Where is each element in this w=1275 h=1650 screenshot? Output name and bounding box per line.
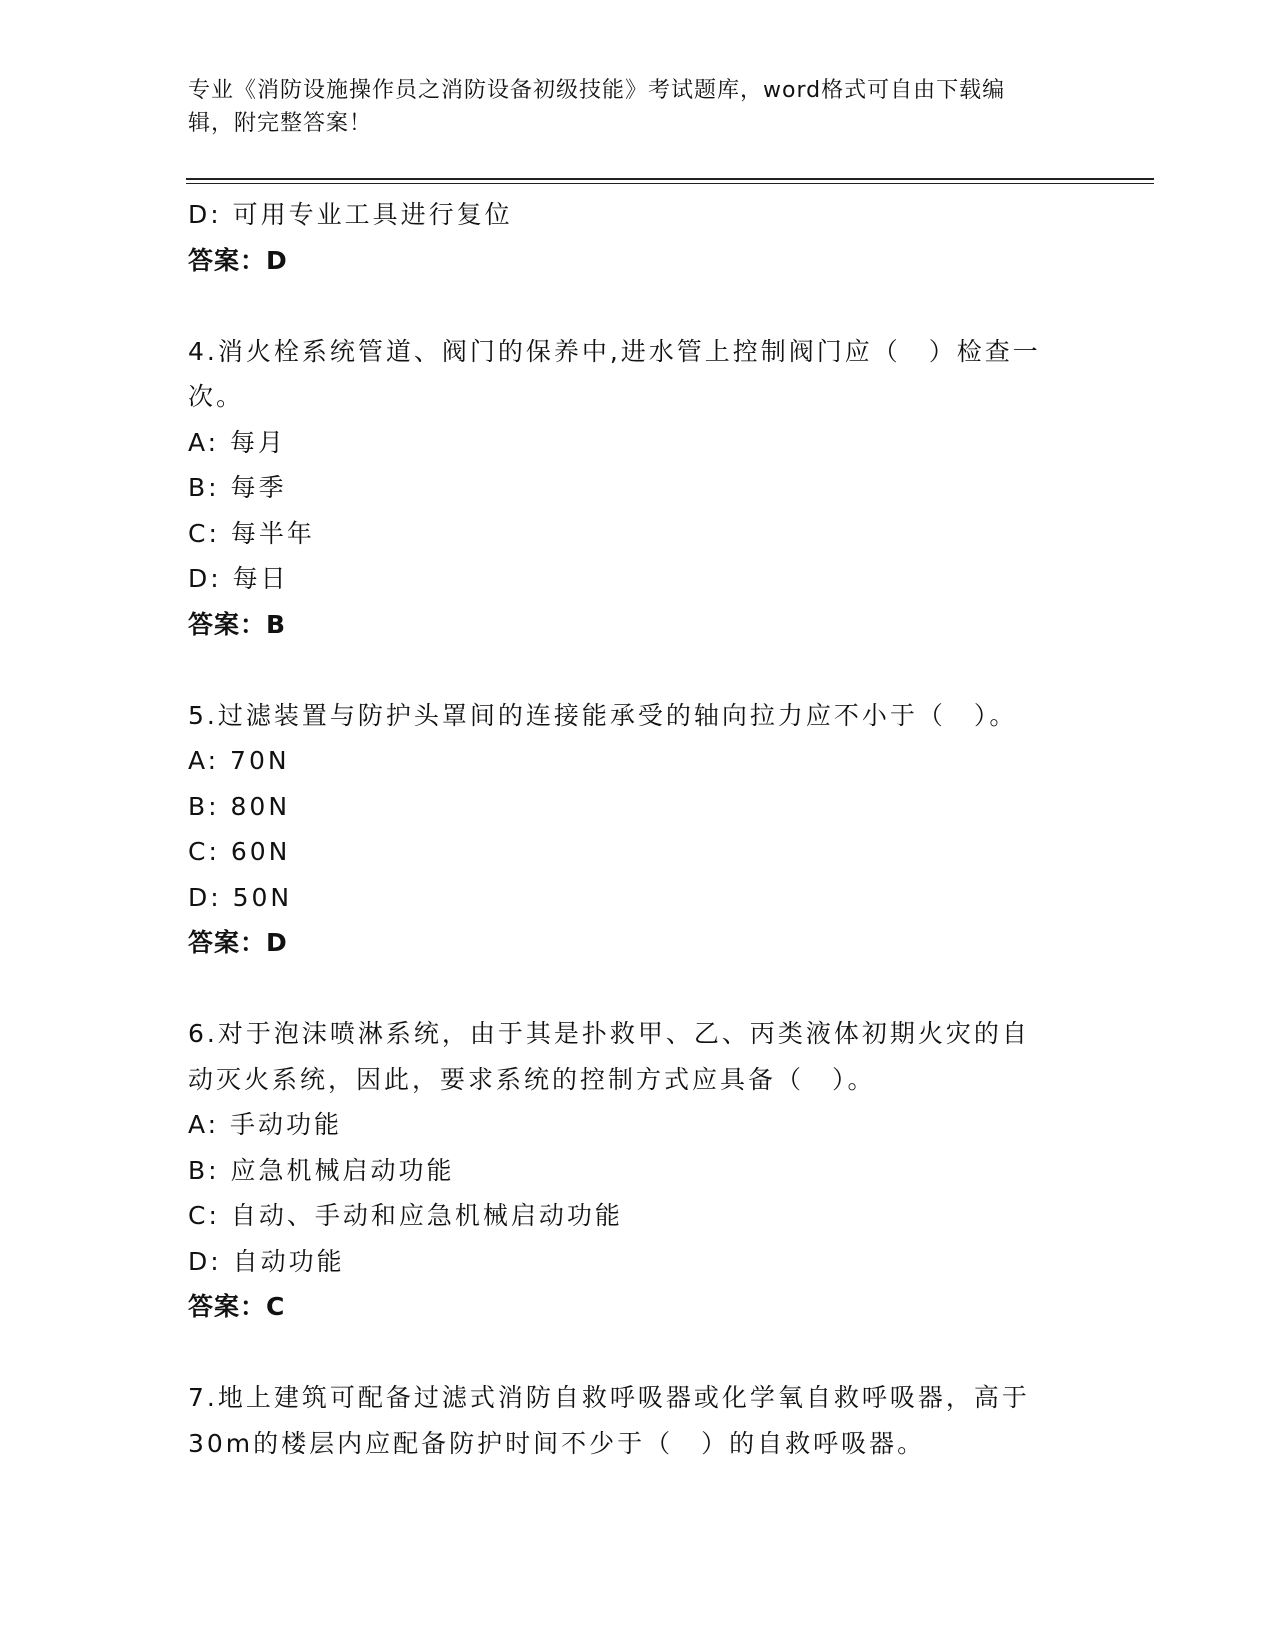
option-b: B: 每季	[188, 473, 287, 502]
option-d: D: 每日	[188, 564, 289, 593]
question-5	[188, 693, 1088, 966]
option-d: D: 可用专业工具进行复位	[188, 200, 513, 229]
answer-line: 答案：B	[188, 609, 287, 639]
answer-line: 答案：C	[188, 1292, 286, 1321]
spacer	[188, 647, 1088, 693]
option-d: D: 自动功能	[188, 1246, 345, 1276]
spacer	[188, 1330, 1088, 1376]
spacer	[188, 966, 1088, 1012]
answer-line: 答案：D	[188, 928, 288, 957]
option-c: C: 60N	[188, 837, 291, 866]
spacer	[188, 283, 1088, 329]
header-line-2: 辑，附完整答案！	[188, 111, 373, 136]
option-a: A: 70N	[188, 746, 290, 775]
option-b: B: 应急机械启动功能	[188, 1155, 455, 1185]
option-a: A: 每月	[188, 427, 287, 457]
option-c: C: 自动、手动和应急机械启动功能	[188, 1201, 623, 1230]
question-stem: 6.对于泡沫喷淋系统，由于其是扑救甲、乙、丙类液体初期火灾的自	[188, 1019, 1030, 1048]
document-header	[188, 74, 1068, 140]
question-stem-continued: 动灭火系统，因此，要求系统的控制方式应具备（ ）。	[188, 1064, 876, 1094]
option-a: A: 手动功能	[188, 1110, 343, 1139]
answer-line: 答案：D	[188, 245, 288, 275]
option-b: B: 80N	[188, 791, 291, 821]
header-divider-thick	[186, 178, 1154, 180]
header-divider-thin	[186, 183, 1154, 184]
question-stem: 7.地上建筑可配备过滤式消防自救呼吸器或化学氧自救呼吸器，高于	[188, 1383, 1030, 1412]
question-4	[188, 329, 1088, 648]
question-stem: 4.消火栓系统管道、阀门的保养中,进水管上控制阀门应（ ）检查一	[188, 336, 1041, 366]
option-c: C: 每半年	[188, 518, 315, 548]
question-stem-continued: 30m的楼层内应配备防护时间不少于（ ）的自救呼吸器。	[188, 1428, 926, 1458]
header-line-1: 专业《消防设施操作员之消防设备初级技能》考试题库，word格式可自由下载编	[188, 78, 1006, 103]
option-d: D: 50N	[188, 882, 293, 912]
question-stem-continued: 次。	[188, 382, 245, 411]
question-7	[188, 1375, 1088, 1466]
question-6	[188, 1011, 1088, 1330]
question-stem: 5.过滤装置与防护头罩间的连接能承受的轴向拉力应不小于（ ）。	[188, 700, 1018, 730]
document-body	[188, 192, 1088, 1466]
